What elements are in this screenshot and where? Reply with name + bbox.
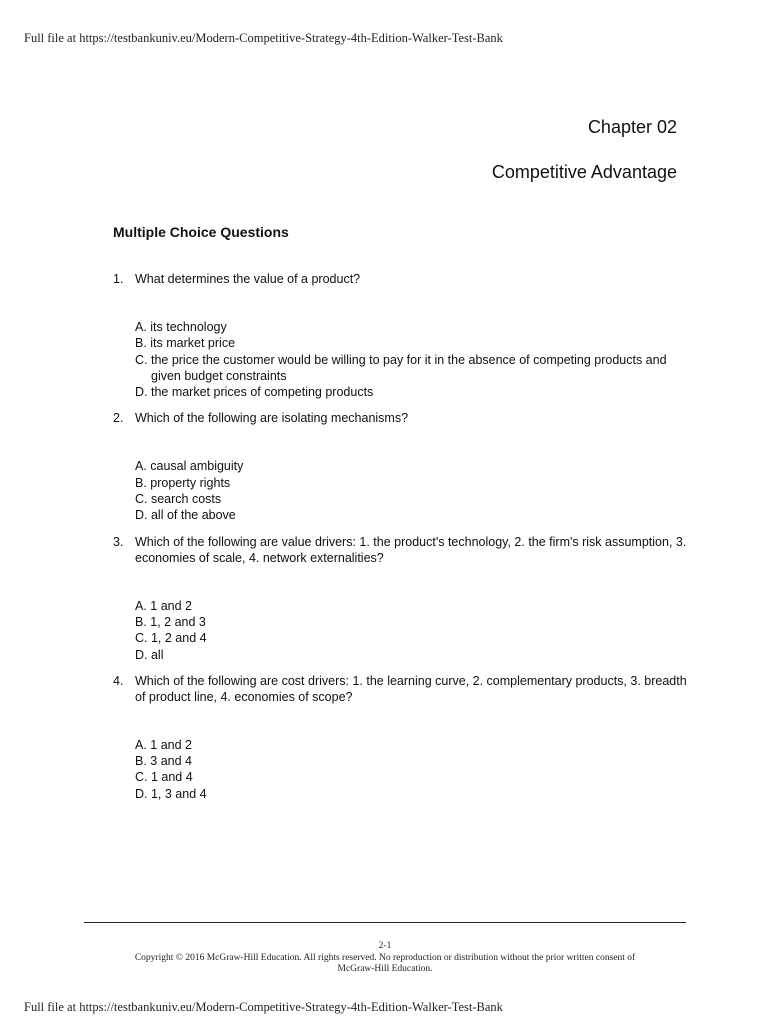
option-b: B. 3 and 4: [135, 754, 192, 769]
question-text: What determines the value of a product?: [135, 272, 361, 286]
page-number: 2-1: [378, 941, 392, 951]
option-d: D. all of the above: [135, 508, 236, 523]
question-text: Which of the following are value drivers: 1. the product's technology, 2. the firm's risk assumption, 3. economies of scale, 4. network externalities?: [135, 534, 687, 565]
question-number: 2.: [113, 411, 124, 426]
option-a: A. 1 and 2: [135, 737, 192, 752]
question-4: [113, 673, 688, 802]
option-list: [135, 319, 688, 400]
option-d: D. all: [135, 647, 164, 662]
option-d: D. 1, 3 and 4: [135, 786, 207, 801]
option-b: B. its market price: [135, 336, 236, 351]
question-1: [113, 271, 688, 400]
copyright-line: McGraw-Hill Education.: [337, 964, 433, 974]
source-banner-bottom: Full file at https://testbankuniv.eu/Modern-Competitive-Strategy-4th-Edition-Walker-Test-Bank: [24, 1000, 503, 1014]
option-d: D. the market prices of competing products: [135, 385, 374, 400]
option-c: C. the price the customer would be willing to pay for it in the absence of competing products and given budget constraints: [135, 352, 667, 383]
page-footer: [84, 941, 686, 976]
option-b: B. 1, 2 and 3: [135, 614, 206, 629]
option-c: C. search costs: [135, 492, 222, 507]
option-c: C. 1 and 4: [135, 770, 193, 785]
question-2: [113, 410, 688, 523]
question-text: Which of the following are isolating mechanisms?: [135, 411, 409, 426]
option-list: [135, 598, 688, 663]
chapter-subtitle: Competitive Advantage: [491, 162, 677, 182]
question-number: 3.: [113, 534, 124, 549]
option-a: A. 1 and 2: [135, 598, 192, 613]
question-text: Which of the following are cost drivers: 1. the learning curve, 2. complementary products, 3. breadth of product line, 4. economies of scope?: [135, 673, 687, 704]
option-a: A. its technology: [135, 320, 227, 334]
question-list: [113, 271, 688, 812]
copyright-line: Copyright © 2016 McGraw-Hill Education. All rights reserved. No reproduction or distribution without the prior written consent of: [134, 952, 636, 963]
option-c: C. 1, 2 and 4: [135, 631, 207, 646]
question-number: 4.: [113, 673, 124, 688]
chapter-header: [492, 115, 677, 184]
option-list: [135, 458, 688, 523]
section-heading: Multiple Choice Questions: [113, 224, 289, 240]
question-3: [113, 534, 688, 663]
source-banner-top: Full file at https://testbankuniv.eu/Modern-Competitive-Strategy-4th-Edition-Walker-Test-Bank: [24, 31, 503, 45]
question-number: 1.: [113, 272, 124, 286]
option-b: B. property rights: [135, 475, 231, 490]
option-list: [135, 737, 688, 802]
footer-divider: [84, 922, 686, 923]
option-a: A. causal ambiguity: [135, 459, 244, 474]
chapter-title: Chapter 02: [587, 117, 677, 137]
